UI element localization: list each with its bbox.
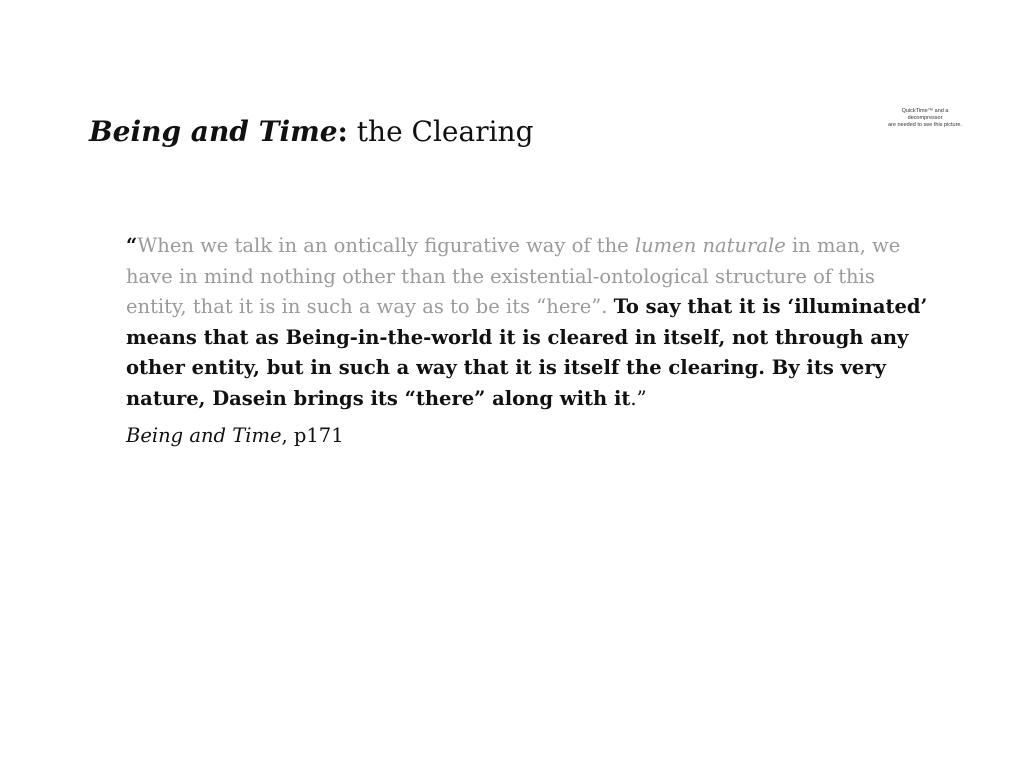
quote-latin-term: lumen naturale xyxy=(634,234,786,257)
quote-close: .” xyxy=(630,386,647,410)
quote-open-mark: “ xyxy=(126,234,138,257)
quote-text-plain: in man, we have in mind nothing other than the existential-ontological structure of this entity, that it is in such a way as to be its “here”. xyxy=(126,234,901,319)
citation xyxy=(126,421,936,451)
quote-block xyxy=(126,231,936,451)
placeholder-line: QuickTime™ and a xyxy=(901,108,949,114)
citation-page: , p171 xyxy=(281,423,344,447)
placeholder-line: are needed to see this picture. xyxy=(888,122,962,128)
citation-work: Being and Time xyxy=(126,423,282,447)
quote-text-emphasis: To say that it is ‘illuminated’ means that as Being-in-the-world it is cleared in itself, not through any other entity, but in such a way that it is itself the clearing. By its very nature, Dasein brings its “there” along with it xyxy=(126,295,928,410)
quote-text-plain: When we talk in an ontically figurative way of the xyxy=(137,234,635,257)
placeholder-line: decompressor xyxy=(907,115,943,121)
quotation xyxy=(126,231,936,415)
title-work-name: Being and Time xyxy=(89,115,338,148)
slide-title xyxy=(89,114,534,150)
title-colon: : xyxy=(337,115,348,148)
quicktime-placeholder-image xyxy=(880,108,970,129)
title-subject: the Clearing xyxy=(347,115,534,148)
